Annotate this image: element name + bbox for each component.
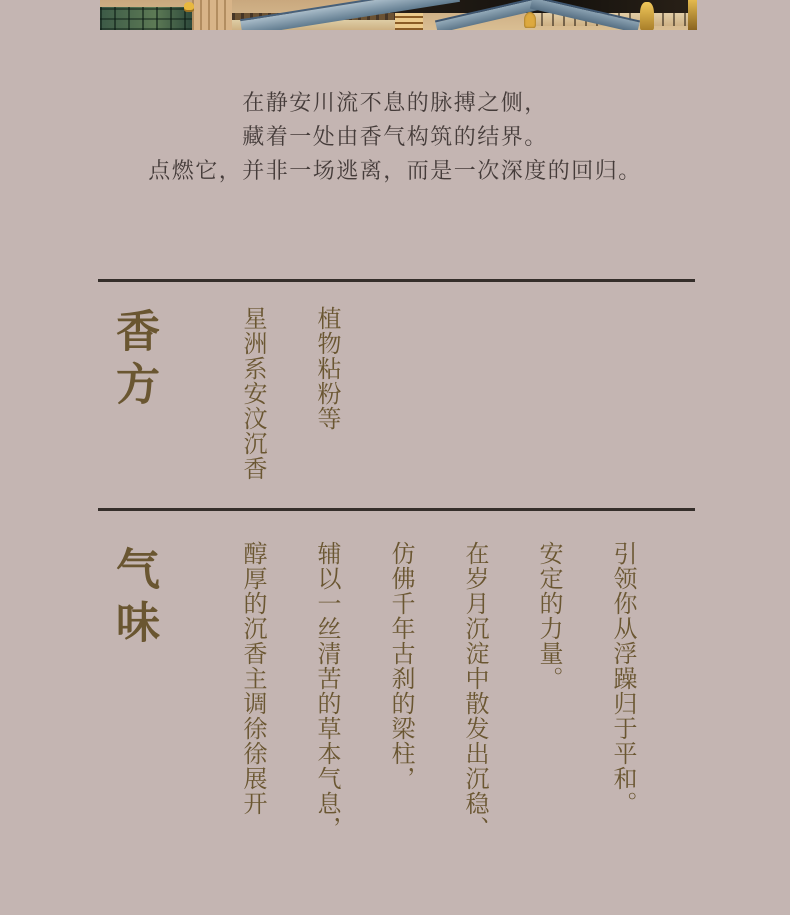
temple-photo-strip [100, 0, 697, 30]
scent-column: 引领你从浮躁归于平和。 [609, 541, 635, 816]
section-divider [98, 279, 695, 282]
scent-column: 辅以一丝清苦的草本气息， [313, 541, 339, 841]
section-divider [98, 508, 695, 511]
scent-column: 醇厚的沉香主调徐徐展开 [239, 541, 265, 816]
formula-column: 星洲系安汶沉香 [239, 306, 265, 481]
intro-line: 点燃它，并非一场逃离，而是一次深度的回归。 [148, 158, 642, 183]
scent-column: 在岁月沉淀中散发出沉稳、 [461, 541, 487, 841]
formula-columns [240, 306, 338, 481]
section-title-formula: 香方 [109, 308, 158, 414]
intro-line: 在静安川流不息的脉搏之侧， [242, 90, 548, 115]
scent-column: 仿佛千年古刹的梁柱， [387, 541, 413, 791]
formula-column: 植物粘粉等 [313, 306, 339, 431]
hero-gold-finial-icon [640, 2, 654, 30]
hero-gold-edge [688, 0, 697, 30]
scent-column: 安定的力量。 [535, 541, 561, 691]
hero-glass-building [100, 7, 192, 30]
scent-columns [240, 541, 634, 841]
hero-tower-wall [192, 0, 232, 30]
hero-gold-finial-icon [524, 12, 536, 28]
intro-paragraph [0, 86, 790, 188]
hero-lit-wall [395, 10, 423, 30]
hero-gold-ornament-icon [184, 2, 194, 10]
section-title-scent: 气味 [109, 546, 158, 652]
intro-line: 藏着一处由香气构筑的结界。 [242, 124, 548, 149]
